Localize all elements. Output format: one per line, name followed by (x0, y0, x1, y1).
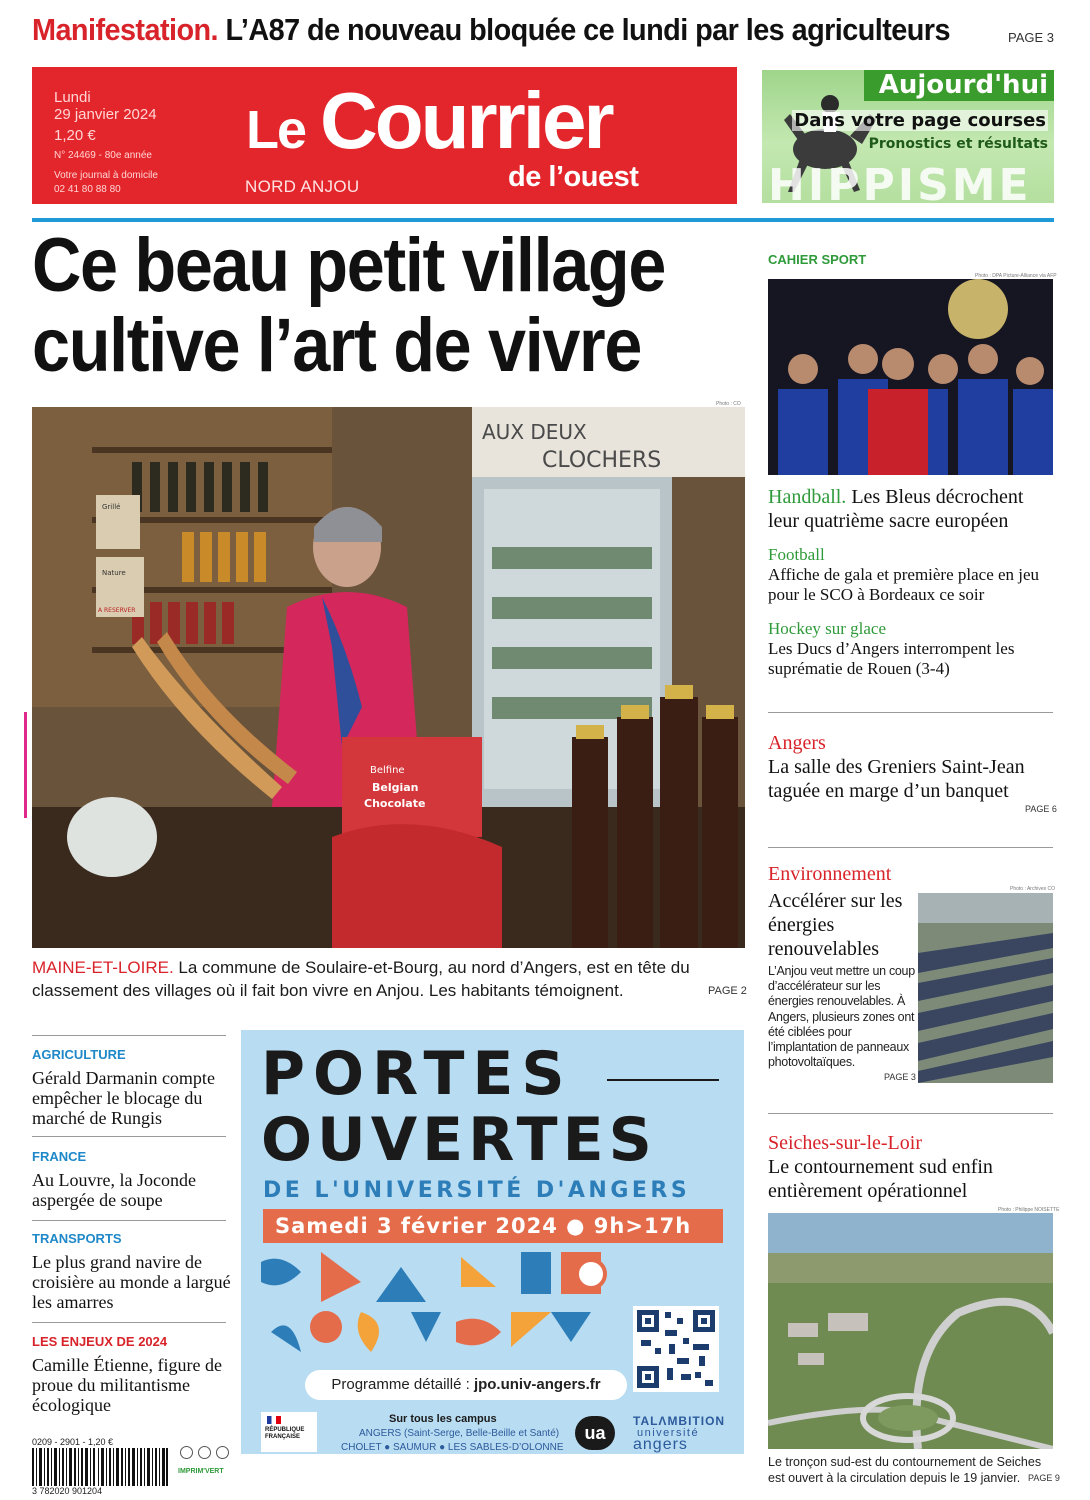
seiches-photo-credit: Photo : Philippe NOISETTE (998, 1207, 1060, 1213)
advert-programme-link[interactable] (305, 1370, 627, 1400)
hippisme-promo[interactable] (762, 70, 1054, 203)
masthead-date (54, 89, 157, 123)
advert-brand-line3: angers (633, 1436, 688, 1453)
french-flag-icon (267, 1416, 281, 1424)
shop-scene-image (32, 407, 745, 948)
right-divider-2 (768, 847, 1053, 848)
angers-page: PAGE 6 (1025, 804, 1057, 814)
republique-francaise-logo (261, 1412, 317, 1452)
hockey-text: Les Ducs d’Angers interrompent les suprématie de Rouen (3-4) (768, 639, 1015, 678)
angers-text: La salle des Greniers Saint-Jean taguée en marge d’un banquet (768, 756, 1025, 802)
logo-de-louest: de l’ouest (508, 161, 639, 193)
main-caption-text: La commune de Soulaire-et-Bourg, au nord d’Angers, est en tête du classement des villages où il fait bon vivre en Anjou. Les habitants témoignent. (32, 958, 690, 1000)
brief-kicker-transports[interactable]: TRANSPORTS (32, 1231, 122, 1246)
right-divider-3 (768, 1113, 1053, 1114)
paper-icon (216, 1446, 229, 1459)
masthead-issue: N° 24469 - 80e année (54, 150, 152, 161)
logo-le: Le (246, 100, 306, 160)
advert-brand-line1: TALΛMBITION (633, 1414, 726, 1428)
angers-kicker: Angers (768, 732, 826, 754)
imprim-vert-label: IMPRIM'VERT (178, 1468, 224, 1475)
brief-kicker-agriculture[interactable]: AGRICULTURE (32, 1047, 126, 1062)
brief-divider-3 (32, 1220, 226, 1221)
roundabout-aerial-image (768, 1213, 1053, 1449)
delivery-phone: 02 41 80 88 80 (54, 184, 121, 195)
football-teaser[interactable] (768, 545, 1058, 605)
advert-title-rule (607, 1079, 719, 1081)
handball-team-image (768, 279, 1053, 475)
programme-url: jpo.univ-angers.fr (473, 1376, 601, 1393)
hippisme-line1: Dans votre page courses (794, 110, 1046, 131)
environment-title[interactable]: Accélérer sur les énergies renouvelables (768, 890, 903, 960)
main-photo[interactable] (32, 407, 745, 948)
barcode-number: 3 782020 901204 (32, 1486, 103, 1496)
advert-brand-line2: université (637, 1427, 700, 1439)
photo-box-brand: Belfine (370, 765, 405, 776)
angers-teaser[interactable] (768, 731, 1058, 803)
hockey-teaser[interactable] (768, 619, 1058, 679)
handball-teaser[interactable] (768, 485, 1058, 533)
header-rule (32, 218, 1054, 222)
advert-geometric-pattern (261, 1252, 621, 1367)
solar-field-image (918, 893, 1053, 1083)
masthead-full-date: 29 janvier 2024 (54, 106, 157, 123)
rf-label: RÉPUBLIQUE FRANÇAISE (265, 1427, 305, 1440)
seiches-text: Le contournement sud enfin entièrement opérationnel (768, 1156, 993, 1202)
seiches-page: PAGE 9 (1028, 1473, 1060, 1483)
barcode-code: 0209 - 2901 - 1,20 € (32, 1437, 114, 1447)
advert-title-ouvertes: OUVERTES (261, 1105, 657, 1175)
brief-divider-2 (32, 1136, 226, 1137)
advert-campus-line2: CHOLET ● SAUMUR ● LES SABLES-D’OLONNE (341, 1442, 564, 1453)
top-headline-text: L’A87 de nouveau bloquée ce lundi par les agriculteurs (225, 12, 950, 47)
top-headline-page: PAGE 3 (1007, 30, 1054, 45)
advert-subtitle: DE L'UNIVERSITÉ D'ANGERS (263, 1178, 691, 1203)
advert-date-bar: Samedi 3 février 2024 ● 9h>17h (263, 1209, 723, 1243)
main-caption-page: PAGE 2 (708, 985, 747, 997)
hockey-kicker: Hockey sur glace (768, 619, 887, 638)
brief-text-transports[interactable]: Le plus grand navire de croisière au monde a largué les amarres (32, 1252, 231, 1312)
main-caption[interactable] (32, 956, 712, 1002)
delivery-label: Votre journal à domicile (54, 170, 158, 181)
hippisme-today: Aujourd'hui (864, 70, 1054, 101)
masthead-price: 1,20 € (54, 127, 96, 144)
environment-photo-credit: Photo : Archives CO (1010, 886, 1056, 892)
brief-divider-1 (32, 1035, 226, 1036)
brief-kicker-france[interactable]: FRANCE (32, 1149, 87, 1164)
main-headline[interactable] (32, 223, 680, 388)
photo-sign-2: CLOCHERS (542, 448, 662, 473)
advert-title-portes: PORTES (261, 1039, 573, 1109)
hippisme-word: HIPPISME (768, 160, 1032, 203)
photo-note-3: A RESERVER (98, 607, 136, 614)
seiches-kicker: Seiches-sur-le-Loir (768, 1132, 922, 1154)
main-headline-line1: Ce beau petit village (32, 223, 666, 308)
seiches-teaser[interactable] (768, 1131, 1058, 1203)
pink-margin-mark (24, 712, 27, 818)
main-photo-credit: Photo : CO (716, 401, 741, 407)
environment-kicker[interactable]: Environnement (768, 863, 892, 885)
brief-kicker-enjeux[interactable]: LES ENJEUX DE 2024 (32, 1334, 168, 1349)
top-headline-kicker: Manifestation. (32, 12, 219, 47)
top-headline[interactable] (32, 12, 950, 48)
main-headline-line2: cultive l’art de vivre (32, 303, 642, 388)
main-caption-kicker: MAINE-ET-LOIRE. (32, 958, 174, 977)
photo-sign-1: AUX DEUX (482, 420, 587, 444)
recycle-icon (180, 1446, 193, 1459)
advert-qr-code[interactable] (633, 1306, 719, 1392)
sport-photo-credit: Photo : DPA Picture-Alliance via AFP (975, 273, 1057, 279)
programme-label: Programme détaillé : (331, 1376, 470, 1393)
masthead-delivery (54, 169, 158, 197)
environment-body: L’Anjou veut mettre un coup d’accélérateur sur les énergies renouvelables. À Angers, plusieurs zones ont été ciblées pour l’implantation de panneaux photovoltaïques. (768, 964, 915, 1070)
photo-note-2: Nature (102, 569, 126, 577)
masthead[interactable] (32, 67, 737, 204)
photo-box-line2: Chocolate (364, 797, 426, 810)
photo-note-1: Grillé (102, 503, 121, 511)
brief-text-enjeux[interactable]: Camille Étienne, figure de proue du militantisme écologique (32, 1355, 222, 1415)
advert-campus-line1: ANGERS (Saint-Serge, Belle-Beille et Santé) (359, 1428, 560, 1439)
football-text: Affiche de gala et première place en jeu pour le SCO à Bordeaux ce soir (768, 565, 1040, 604)
right-divider-1 (768, 712, 1053, 713)
qr-code-icon (633, 1306, 719, 1392)
barcode-icon (32, 1448, 168, 1486)
triman-icon (198, 1446, 211, 1459)
handball-kicker: Handball. (768, 486, 847, 508)
open-days-advert[interactable] (241, 1030, 744, 1454)
brief-divider-4 (32, 1322, 226, 1323)
sport-section-label[interactable]: CAHIER SPORT (768, 252, 867, 267)
masthead-day: Lundi (54, 89, 91, 106)
seiches-photo[interactable] (768, 1213, 1053, 1449)
environment-page: PAGE 3 (884, 1072, 916, 1082)
hippisme-line2: Pronostics et résultats (868, 136, 1048, 152)
photo-box-line1: Belgian (372, 781, 419, 794)
brief-text-france[interactable]: Au Louvre, la Joconde aspergée de soupe (32, 1170, 196, 1210)
university-angers-logo: ua (575, 1416, 615, 1450)
football-kicker: Football (768, 545, 825, 564)
masthead-edition: NORD ANJOU (245, 177, 360, 196)
seiches-caption: Le tronçon sud-est du contournement de Seiches est ouvert à la circulation depuis le 19 janvier. (768, 1455, 1042, 1485)
sport-photo[interactable] (768, 279, 1053, 475)
logo-courrier: Courrier (320, 76, 612, 165)
environment-photo[interactable] (918, 893, 1053, 1083)
brief-text-agriculture[interactable]: Gérald Darmanin compte empêcher le blocage du marché de Rungis (32, 1068, 215, 1128)
advert-campus-title: Sur tous les campus (389, 1413, 497, 1425)
handball-text: Les Bleus décrochent leur quatrième sacre européen (768, 486, 1024, 532)
